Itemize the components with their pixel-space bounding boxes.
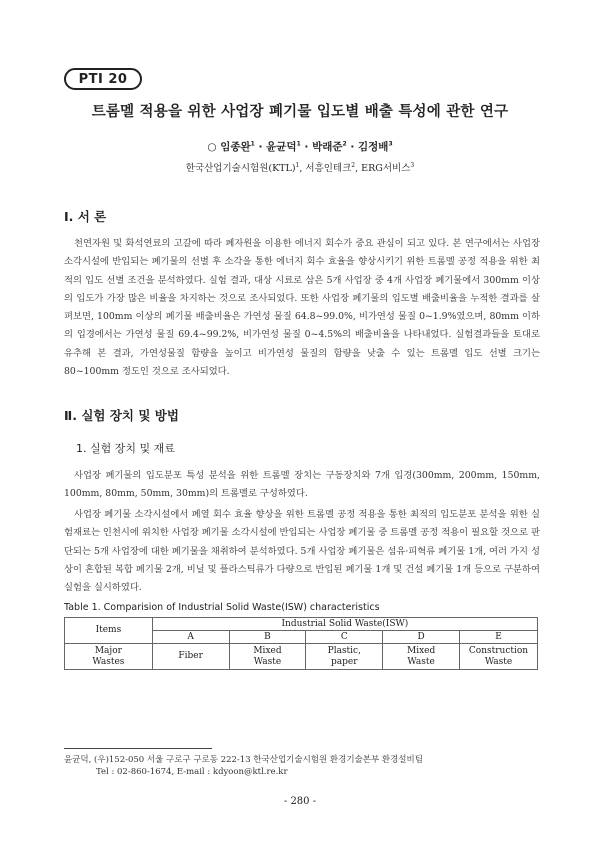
- affiliation-list: [0, 160, 600, 174]
- author-prefix: ·: [300, 141, 313, 153]
- affiliation: ERG서비스: [361, 163, 411, 174]
- footnote-contact: Tel : 02-860-1674, E-mail : kdyoon@ktl.re.kr: [96, 767, 288, 777]
- table-cell: [152, 644, 229, 670]
- author-name: 윤균덕: [266, 141, 297, 153]
- table-column-header: E: [460, 631, 538, 644]
- section-heading-introduction: Ⅰ. 서 론: [64, 209, 107, 224]
- author-sup: 2: [342, 140, 347, 148]
- table-cell: [306, 644, 383, 670]
- row-label-line: Wastes: [92, 656, 125, 667]
- cell-line: Waste: [253, 656, 282, 667]
- table-header-items: Items: [65, 618, 153, 644]
- paper-title: 트롬멜 적용을 위한 사업장 폐기물 입도별 배출 특성에 관한 연구: [91, 104, 509, 120]
- methods-paragraph-2: 사업장 폐기물 소각시설에서 폐열 회수 효율 향상을 위한 트롬멜 공정 적용을 통한 최적의 입도분포 분석을 위한 실험재료는 인천시에 위치한 사업장 폐기물 소각시설에 반입되는 사업장 폐기물 중 트롬멜 공정 적용이 필요할 것으로 판단되는 5개 사업장에 대한 폐기물을 채취하여 분석하였다. 5개 사업장 폐기물은 섬유·피혁류 폐기물 1개, 여러 가지 성상이 혼합된 복합 폐기물 2개, 비닐 및 플라스틱류가 다량으로 반입된 폐기물 1개 및 건설 폐기물 1개 등으로 구분하여 실험을 실시하였다.: [64, 509, 540, 594]
- table-cell: [229, 644, 306, 670]
- table-column-header: A: [152, 631, 229, 644]
- author-name: 박래준: [312, 141, 343, 153]
- table-column-header: C: [306, 631, 383, 644]
- table-cell: [383, 644, 460, 670]
- affiliation-sup: 2: [351, 161, 356, 169]
- row-label-line: Major: [94, 645, 122, 656]
- cell-line: paper: [331, 656, 358, 667]
- affiliation: 한국산업기술시험원(KTL): [185, 163, 296, 174]
- table-caption: Table 1. Comparision of Industrial Solid Waste(ISW) characteristics: [64, 602, 380, 613]
- table-row-label: [65, 644, 153, 670]
- author-name: 임종완: [220, 141, 251, 153]
- author-name: 김정배: [358, 141, 389, 153]
- affiliation: 서흥인테크: [305, 163, 352, 174]
- methods-paragraph-1: 사업장 폐기물의 입도분포 특성 분석을 위한 트롬멜 장치는 구동장치와 7개 입경(300mm, 200mm, 150mm, 100mm, 80mm, 50mm, 30mm)의 트롬멜로 구성하였다.: [64, 470, 540, 500]
- affiliation-sep: ,: [355, 163, 362, 174]
- affiliation-sup: 1: [295, 161, 300, 169]
- cell-line: Fiber: [178, 651, 203, 661]
- table-header-group: Industrial Solid Waste(ISW): [152, 618, 537, 631]
- footnote-divider: [64, 748, 212, 749]
- cell-line: Plastic,: [327, 645, 361, 656]
- author-prefix: ·: [346, 141, 358, 153]
- cell-line: Waste: [484, 656, 513, 667]
- page-number: - 280 -: [283, 796, 317, 807]
- session-badge: PTI 20: [64, 68, 142, 90]
- footnote-address: 윤균덕, (우)152-050 서울 구로구 구로동 222-13 한국산업기술시험원 환경기술본부 환경설비팀: [64, 755, 423, 765]
- section-heading-methods: Ⅱ. 실험 장치 및 방법: [64, 408, 179, 423]
- table-cell: [460, 644, 538, 670]
- author-sup: 1: [250, 140, 255, 148]
- waste-characteristics-table: [64, 617, 538, 670]
- cell-line: Mixed: [406, 645, 436, 656]
- author-prefix: ○: [207, 141, 221, 153]
- cell-line: Waste: [407, 656, 435, 667]
- cell-line: Mixed: [253, 645, 282, 656]
- table-column-header: D: [383, 631, 460, 644]
- affiliation-sep: ,: [299, 163, 306, 174]
- author-prefix: ·: [254, 141, 267, 153]
- cell-line: Construction: [468, 645, 529, 656]
- subsection-heading-apparatus: 1. 실험 장치 및 재료: [76, 442, 175, 455]
- author-list: [0, 139, 600, 154]
- author-sup: 3: [388, 140, 393, 148]
- author-sup: 1: [296, 140, 301, 148]
- table-column-header: B: [229, 631, 306, 644]
- affiliation-sup: 3: [410, 161, 415, 169]
- introduction-paragraph: 천연자원 및 화석연료의 고갈에 따라 폐자원을 이용한 에너지 회수가 중요 관심이 되고 있다. 본 연구에서는 사업장 소각시설에 반입되는 폐기물의 선별 후 소각을 통한 에너지 회수 효율을 향상시키기 위한 트롬멜 공정 적용을 위한 최적의 입도 선별 조건을 분석하였다. 실험 결과, 대상 시료로 삼은 5개 사업장 중 4개 사업장 폐기물에서 300mm 이상의 입도가 가장 많은 비율을 차지하는 것으로 조사되었다. 또한 사업장 폐기물의 입도별 배출비율을 누적한 결과를 살펴보면, 100mm 이상의 폐기물 배출비율은 가연성 물질 64.8~99.0%, 비가연성 물질 0~1.9%였으며, 80mm 이하의 입경에서는 가연성 물질 69.4~99.2%, 비가연성 물질 0~4.5%의 배출비율을 나타내었다. 실험결과들을 토대로 유추해 본 결과, 가연성물질 함량을 높이고 비가연성 물질의 함량을 낮출 수 있는 트롬멜 입도 선별 크기는 80~100mm 정도인 것으로 조사되었다.: [64, 238, 540, 378]
